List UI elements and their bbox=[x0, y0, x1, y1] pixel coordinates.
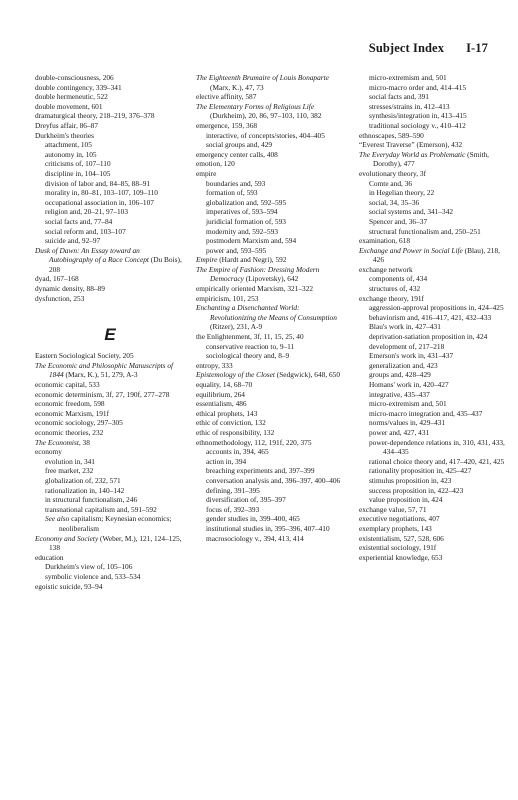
index-entry bbox=[35, 351, 185, 361]
index-entry-term: Epistemology of the Closet bbox=[196, 370, 275, 380]
index-entry-term: exemplary prophets, 143 bbox=[359, 523, 432, 533]
index-entry bbox=[196, 332, 346, 342]
index-subentry bbox=[196, 131, 346, 141]
index-subentry bbox=[359, 428, 509, 438]
index-subentry bbox=[35, 457, 185, 467]
index-subentry bbox=[359, 409, 509, 419]
index-entry bbox=[35, 294, 185, 304]
index-entry-term: social systems and, 341–342 bbox=[369, 207, 454, 217]
index-entry-locator: (Ritzer), 231, A-9 bbox=[210, 322, 263, 332]
index-entry bbox=[359, 236, 509, 246]
index-entry-term: See also bbox=[45, 514, 70, 524]
index-entry-term: education bbox=[35, 552, 64, 562]
index-entry-term: evolutionary theory, 3f bbox=[359, 168, 427, 178]
index-entry-term: double hermeneutic, 522 bbox=[35, 92, 108, 102]
index-subentry bbox=[35, 236, 185, 246]
index-entry-locator: (Durkheim), 20, 86, 97–103, 110, 382 bbox=[210, 111, 322, 121]
index-subentry bbox=[196, 140, 346, 150]
index-subentry bbox=[359, 390, 509, 400]
index-subentry bbox=[359, 121, 509, 131]
index-subentry bbox=[359, 102, 509, 112]
index-entry-term: empiricism, 101, 253 bbox=[196, 293, 259, 303]
index-entry bbox=[359, 169, 509, 179]
index-entry-term: Comte and, 36 bbox=[369, 178, 413, 188]
index-entry-term: economic determinism, 3f, 27, 190f, 277–278 bbox=[35, 389, 170, 399]
index-entry-term: ethic of conviction, 132 bbox=[196, 418, 266, 428]
index-entry-term: in Hegelian theory, 22 bbox=[369, 188, 435, 198]
index-entry-term: Durkheim's view of, 105–106 bbox=[45, 562, 133, 572]
index-entry-term: micro-extremism and, 501 bbox=[369, 73, 447, 82]
index-entry bbox=[196, 73, 346, 92]
index-entry-term: economy bbox=[35, 447, 62, 457]
index-entry-term: modernity and, 592–593 bbox=[206, 226, 278, 236]
index-subentry bbox=[35, 179, 185, 189]
index-subentry bbox=[359, 111, 509, 121]
index-entry bbox=[196, 409, 346, 419]
index-subentry bbox=[196, 505, 346, 515]
index-entry-term: social reform and, 103–107 bbox=[45, 226, 126, 236]
index-subentry bbox=[359, 227, 509, 237]
index-entry bbox=[359, 294, 509, 304]
index-entry-term: autonomy in, 105 bbox=[45, 149, 97, 159]
index-entry-term: emotion, 120 bbox=[196, 159, 235, 169]
index-subentry bbox=[359, 207, 509, 217]
index-subentry bbox=[196, 227, 346, 237]
index-entry-term: exchange theory, 191f bbox=[359, 293, 424, 303]
index-subentry bbox=[35, 562, 185, 572]
index-entry-term: division of labor and, 84–85, 88–91 bbox=[45, 178, 151, 188]
index-entry-locator: (Marx, K.), 47, 73 bbox=[210, 82, 264, 92]
index-entry bbox=[359, 140, 509, 150]
index-entry bbox=[196, 284, 346, 294]
index-entry bbox=[35, 361, 185, 380]
index-entry bbox=[359, 514, 509, 524]
index-entry bbox=[196, 102, 346, 121]
index-entry-term: criticisms of, 107–110 bbox=[45, 159, 111, 169]
index-entry-term: value proposition in, 424 bbox=[369, 495, 443, 505]
index-entry bbox=[196, 92, 346, 102]
index-entry-term: social groups and, 429 bbox=[206, 140, 273, 150]
index-entry-term: institutional studies in, 395–396, 407–410 bbox=[206, 523, 330, 533]
index-entry-term: economic sociology, 297–305 bbox=[35, 418, 123, 428]
index-subentry bbox=[196, 457, 346, 467]
index-entry bbox=[35, 111, 185, 121]
index-entry-term: boundaries and, 593 bbox=[206, 178, 266, 188]
index-entry-term: macrosociology v., 394, 413, 414 bbox=[206, 533, 304, 543]
index-entry-term: rational choice theory and, 417–420, 421, 425 bbox=[369, 456, 505, 466]
index-entry-term: economic freedom, 598 bbox=[35, 399, 105, 409]
index-subentry bbox=[359, 486, 509, 496]
index-subentry bbox=[196, 447, 346, 457]
index-subentry bbox=[359, 92, 509, 102]
index-subentry bbox=[35, 169, 185, 179]
index-entry-term: economic theories, 232 bbox=[35, 428, 104, 437]
index-entry-locator: , 38 bbox=[78, 437, 90, 447]
index-entry bbox=[35, 131, 185, 141]
index-subentry bbox=[35, 466, 185, 476]
index-entry-term: exchange network bbox=[359, 264, 413, 274]
index-entry-term: structures of, 432 bbox=[369, 284, 421, 294]
index-entry-locator: (Hardt and Negri), 592 bbox=[217, 255, 287, 265]
index-subentry bbox=[35, 150, 185, 160]
index-entry-term: equilibrium, 264 bbox=[196, 389, 245, 399]
section-letter-heading: E bbox=[104, 325, 116, 345]
index-subentry bbox=[35, 514, 185, 533]
index-subentry bbox=[359, 457, 509, 467]
index-entry-term: entropy, 333 bbox=[196, 360, 233, 370]
index-subentry bbox=[196, 342, 346, 352]
index-entry bbox=[35, 380, 185, 390]
index-subentry bbox=[359, 495, 509, 505]
index-entry-term: imperatives of, 593–594 bbox=[206, 207, 278, 217]
index-entry-term: evolution in, 341 bbox=[45, 456, 95, 466]
index-entry-term: defining, 391–395 bbox=[206, 485, 260, 495]
index-entry bbox=[196, 438, 346, 448]
index-entry bbox=[35, 102, 185, 112]
index-entry bbox=[35, 284, 185, 294]
index-subentry bbox=[196, 207, 346, 217]
index-entry-term: dyad, 167–168 bbox=[35, 274, 79, 284]
index-subentry bbox=[35, 505, 185, 515]
index-subentry bbox=[196, 198, 346, 208]
index-entry bbox=[196, 265, 346, 284]
index-entry-term: symbolic violence and, 533–534 bbox=[45, 571, 141, 581]
index-subentry bbox=[35, 159, 185, 169]
index-entry-term: Dreyfus affair, 86–87 bbox=[35, 120, 98, 130]
index-entry-term: micro-macro order and, 414–415 bbox=[369, 82, 467, 92]
running-header bbox=[369, 41, 488, 56]
index-entry-locator: (Smith, Dorothy), 477 bbox=[373, 149, 490, 169]
index-entry bbox=[196, 361, 346, 371]
index-subentry bbox=[196, 476, 346, 486]
index-entry-term: aggression-approval propositions in, 424–425 bbox=[369, 303, 504, 313]
index-entry-locator: (Sedgwick), 648, 650 bbox=[274, 370, 341, 380]
index-subentry bbox=[196, 246, 346, 256]
index-entry-term: Economy and Society bbox=[35, 533, 99, 543]
index-subentry bbox=[35, 140, 185, 150]
index-entry bbox=[35, 534, 185, 553]
index-subentry bbox=[359, 361, 509, 371]
index-entry bbox=[359, 150, 509, 169]
index-entry-term: The Economist bbox=[35, 437, 79, 447]
index-entry-term: double movement, 601 bbox=[35, 101, 103, 111]
index-entry bbox=[196, 121, 346, 131]
index-entry-locator: (Weber, M.), 121, 124–125, 138 bbox=[49, 533, 182, 553]
section-gap bbox=[35, 303, 185, 317]
index-entry-term: Spencer and, 36–37 bbox=[369, 216, 428, 226]
index-entry bbox=[35, 447, 185, 457]
index-entry-term: juridicial formation of, 593 bbox=[206, 216, 286, 226]
index-entry bbox=[196, 399, 346, 409]
index-subentry bbox=[359, 303, 509, 313]
index-entry-term: stimulus proposition in, 423 bbox=[369, 475, 452, 485]
index-entry-term: The Eighteenth Brumaire of Louis Bonaparte bbox=[196, 73, 329, 82]
index-entry-term: deprivation-satiation proposition in, 424 bbox=[369, 332, 488, 342]
index-entry-term: interactive, of concepts/stories, 404–405 bbox=[206, 130, 325, 140]
index-entry bbox=[359, 524, 509, 534]
index-subentry bbox=[196, 351, 346, 361]
index-entry-term: ethical prophets, 143 bbox=[196, 408, 258, 418]
index-entry-term: executive negotiations, 407 bbox=[359, 514, 440, 524]
index-entry-locator: (Marx, K.), 51, 279, A-3 bbox=[63, 370, 138, 380]
page-header-title: Subject Index bbox=[368, 41, 445, 55]
index-entry-term: diversification of, 395–397 bbox=[206, 495, 286, 505]
index-entry-term: attachment, 105 bbox=[45, 140, 92, 150]
index-entry-term: Exchange and Power in Social Life bbox=[359, 245, 463, 255]
index-entry bbox=[196, 370, 346, 380]
index-entry bbox=[35, 409, 185, 419]
index-entry-term: Emerson's work in, 431–437 bbox=[369, 351, 454, 361]
index-subentry bbox=[359, 313, 509, 323]
index-entry bbox=[35, 92, 185, 102]
index-entry-term: the Enlightenment, 3f, 11, 15, 25, 40 bbox=[196, 332, 304, 342]
index-entry-term: exchange value, 57, 71 bbox=[359, 504, 427, 514]
index-entry-term: development of, 217–218 bbox=[369, 341, 445, 351]
index-entry-locator: capitalism; Keynesian economics; neoliberalism bbox=[59, 514, 172, 533]
index-entry bbox=[196, 380, 346, 390]
index-entry-term: stresses/strains in, 412–413 bbox=[369, 101, 450, 111]
index-entry-term: religion and, 20–21, 97–103 bbox=[45, 207, 129, 217]
index-entry-term: Enchanting a Disenchanted World: Revolutionizing the Means of Consumption bbox=[196, 303, 337, 322]
index-subentry bbox=[35, 188, 185, 198]
index-entry-locator: (Blau), 218, 426 bbox=[373, 245, 500, 265]
index-entry-locator: (Lipovetsky), 642 bbox=[243, 274, 299, 284]
index-entry-term: Dusk of Dawn: An Essay toward an Autobiography of a Race Concept bbox=[35, 245, 149, 265]
index-subentry bbox=[359, 476, 509, 486]
index-entry bbox=[35, 246, 185, 275]
index-entry-term: social facts and, 391 bbox=[369, 92, 429, 102]
index-entry-term: breaching experiments and, 397–399 bbox=[206, 466, 315, 476]
index-entry bbox=[196, 169, 346, 179]
index-subentry bbox=[359, 466, 509, 476]
index-entry bbox=[35, 83, 185, 93]
index-entry-term: economic Marxism, 191f bbox=[35, 408, 110, 418]
index-entry-term: behaviorism and, 416–417, 421, 432–433 bbox=[369, 312, 492, 322]
index-entry-term: action in, 394 bbox=[206, 456, 247, 466]
index-subentry bbox=[196, 524, 346, 534]
index-entry-term: The Empire of Fashion: Dressing Modern Democracy bbox=[196, 264, 320, 284]
index-entry bbox=[196, 418, 346, 428]
index-entry-term: egoistic suicide, 93–94 bbox=[35, 581, 103, 591]
index-subentry bbox=[196, 486, 346, 496]
index-entry-term: micro-extremism and, 501 bbox=[369, 399, 447, 409]
index-subentry bbox=[359, 73, 509, 83]
index-entry-term: rationality proposition in, 425–427 bbox=[369, 466, 472, 476]
index-entry-term: essentialism, 486 bbox=[196, 399, 247, 409]
index-entry-term: experiential knowledge, 653 bbox=[359, 552, 443, 562]
index-entry-term: generalization and, 423 bbox=[369, 360, 438, 370]
index-entry-term: conversation analysis and, 396–397, 400–406 bbox=[206, 475, 341, 485]
index-entry-term: Homans' work in, 420–427 bbox=[369, 380, 449, 389]
index-subentry bbox=[196, 495, 346, 505]
index-entry-term: Eastern Sociological Society, 205 bbox=[35, 351, 134, 361]
index-entry-term: “Everest Traverse” (Emerson), 432 bbox=[359, 140, 463, 150]
index-entry-term: power and, 427, 431 bbox=[369, 427, 430, 437]
index-subentry bbox=[359, 418, 509, 428]
index-entry-term: elective affinity, 587 bbox=[196, 92, 257, 102]
index-entry bbox=[35, 553, 185, 563]
index-entry bbox=[196, 255, 346, 265]
index-entry-term: norms/values in, 429–431 bbox=[369, 418, 446, 428]
index-subentry bbox=[196, 466, 346, 476]
index-entry bbox=[196, 390, 346, 400]
index-entry bbox=[35, 582, 185, 592]
index-entry bbox=[196, 428, 346, 438]
index-entry-term: rationalization in, 140–142 bbox=[45, 485, 125, 495]
index-entry-term: discipline in, 104–105 bbox=[45, 168, 111, 178]
index-entry bbox=[35, 438, 185, 448]
index-entry bbox=[196, 159, 346, 169]
index-subentry bbox=[35, 207, 185, 217]
index-entry-term: Durkheim's theories bbox=[35, 130, 95, 140]
index-entry-term: The Elementary Forms of Religious Life bbox=[196, 101, 315, 111]
index-entry-term: equality, 14, 68–70 bbox=[196, 380, 253, 389]
index-entry-term: in structural functionalism, 246 bbox=[45, 495, 138, 505]
index-subentry bbox=[359, 284, 509, 294]
index-entry-term: globalization and, 592–595 bbox=[206, 197, 287, 207]
index-entry bbox=[35, 121, 185, 131]
index-entry-term: transnational capitalism and, 591–592 bbox=[45, 504, 157, 514]
index-entry-term: social facts and, 77–84 bbox=[45, 216, 113, 226]
index-subentry bbox=[196, 217, 346, 227]
index-entry-term: double contingency, 339–341 bbox=[35, 82, 122, 92]
index-subentry bbox=[35, 486, 185, 496]
index-column-2 bbox=[196, 73, 346, 543]
index-entry bbox=[35, 428, 185, 438]
index-entry-term: postmodern Marxism and, 594 bbox=[206, 236, 297, 246]
index-entry-term: success proposition in, 422–423 bbox=[369, 485, 464, 495]
index-subentry bbox=[359, 351, 509, 361]
index-entry-term: power-dependence relations in, 310, 431, 433, 434–435 bbox=[369, 437, 505, 457]
index-subentry bbox=[359, 274, 509, 284]
index-entry-locator: (Du Bois), 208 bbox=[49, 255, 182, 274]
index-entry bbox=[35, 399, 185, 409]
index-entry-term: empire bbox=[196, 168, 217, 178]
index-entry-term: accounts in, 394, 465 bbox=[206, 447, 269, 457]
index-entry bbox=[359, 246, 509, 265]
index-entry-term: gender studies in, 399–400, 465 bbox=[206, 514, 300, 524]
index-entry bbox=[35, 274, 185, 284]
page-number: I-17 bbox=[466, 41, 488, 55]
index-subentry bbox=[359, 217, 509, 227]
index-entry-term: ethnoscapes, 589–590 bbox=[359, 130, 424, 140]
index-entry-term: existential sociology, 191f bbox=[359, 543, 437, 553]
index-entry-term: emergency center calls, 408 bbox=[196, 149, 278, 159]
index-subentry bbox=[359, 342, 509, 352]
index-subentry bbox=[35, 198, 185, 208]
index-entry-term: power and, 593–595 bbox=[206, 245, 267, 255]
index-entry-term: double-consciousness, 206 bbox=[35, 73, 114, 82]
index-subentry bbox=[359, 399, 509, 409]
index-entry bbox=[35, 73, 185, 83]
index-entry-term: dynamic density, 88–89 bbox=[35, 284, 105, 294]
index-entry bbox=[359, 534, 509, 544]
index-entry bbox=[359, 543, 509, 553]
index-entry-term: dramaturgical theory, 218–219, 376–378 bbox=[35, 111, 155, 121]
index-entry bbox=[35, 390, 185, 400]
index-subentry bbox=[359, 438, 509, 457]
index-entry-term: structural functionalism and, 250–251 bbox=[369, 226, 481, 236]
index-entry-term: conservative reaction to, 9–11 bbox=[206, 341, 295, 351]
index-entry-term: emergence, 159, 368 bbox=[196, 120, 258, 130]
index-subentry bbox=[359, 198, 509, 208]
index-entry bbox=[196, 294, 346, 304]
index-subentry bbox=[196, 236, 346, 246]
index-entry bbox=[359, 131, 509, 141]
index-entry-term: morality in, 80–81, 103–107, 109–110 bbox=[45, 188, 158, 198]
index-entry bbox=[196, 150, 346, 160]
index-entry-term: traditional sociology v., 410–412 bbox=[369, 120, 466, 130]
index-subentry bbox=[35, 495, 185, 505]
index-entry-term: formation of, 593 bbox=[206, 188, 258, 198]
index-entry-term: Empire bbox=[196, 255, 218, 265]
index-subentry bbox=[359, 332, 509, 342]
index-entry-term: ethnomethodology, 112, 191f, 220, 375 bbox=[196, 437, 312, 447]
index-entry bbox=[359, 505, 509, 515]
index-subentry bbox=[359, 380, 509, 390]
index-entry-term: micro-macro integration and, 435–437 bbox=[369, 408, 483, 418]
index-entry-term: examination, 618 bbox=[359, 236, 410, 246]
index-entry-term: empirically oriented Marxism, 321–322 bbox=[196, 284, 314, 294]
index-entry-term: dysfunction, 253 bbox=[35, 293, 85, 303]
index-entry-term: groups and, 428–429 bbox=[369, 370, 431, 380]
index-column-3 bbox=[359, 73, 509, 562]
index-entry-term: sociological theory and, 8–9 bbox=[206, 351, 290, 361]
index-entry-term: components of, 434 bbox=[369, 274, 428, 284]
index-entry-term: The Economic and Philosophic Manuscripts of 1844 bbox=[35, 360, 174, 380]
index-entry-term: social, 34, 35–36 bbox=[369, 197, 420, 207]
index-subentry bbox=[35, 227, 185, 237]
index-subentry bbox=[196, 534, 346, 544]
index-subentry bbox=[359, 188, 509, 198]
index-entry-term: The Everyday World as Problematic bbox=[359, 149, 466, 159]
index-entry-term: ethic of responsibility, 132 bbox=[196, 427, 275, 437]
index-column-1 bbox=[35, 73, 185, 591]
index-subentry bbox=[196, 188, 346, 198]
index-entry-term: synthesis/integration in, 413–415 bbox=[369, 111, 467, 121]
index-entry bbox=[359, 265, 509, 275]
index-subentry bbox=[35, 476, 185, 486]
index-subentry bbox=[359, 83, 509, 93]
index-entry-term: integrative, 435–437 bbox=[369, 389, 430, 399]
index-entry-term: free market, 232 bbox=[45, 466, 94, 476]
index-subentry bbox=[196, 514, 346, 524]
index-entry-term: focus of, 392–393 bbox=[206, 504, 260, 514]
index-entry-term: economic capital, 533 bbox=[35, 380, 100, 390]
index-entry-term: existentialism, 527, 528, 606 bbox=[359, 533, 444, 543]
index-subentry bbox=[35, 572, 185, 582]
index-entry bbox=[196, 303, 346, 332]
index-entry bbox=[359, 553, 509, 563]
index-subentry bbox=[359, 179, 509, 189]
index-subentry bbox=[359, 370, 509, 380]
index-subentry bbox=[35, 217, 185, 227]
index-entry-term: occupational association in, 106–107 bbox=[45, 197, 154, 207]
index-subentry bbox=[196, 179, 346, 189]
index-entry-term: Blau's work in, 427–431 bbox=[369, 322, 441, 332]
index-entry-term: globalization of, 232, 571 bbox=[45, 475, 121, 485]
index-subentry bbox=[359, 322, 509, 332]
index-entry bbox=[35, 418, 185, 428]
index-entry-term: suicide and, 92–97 bbox=[45, 236, 101, 246]
